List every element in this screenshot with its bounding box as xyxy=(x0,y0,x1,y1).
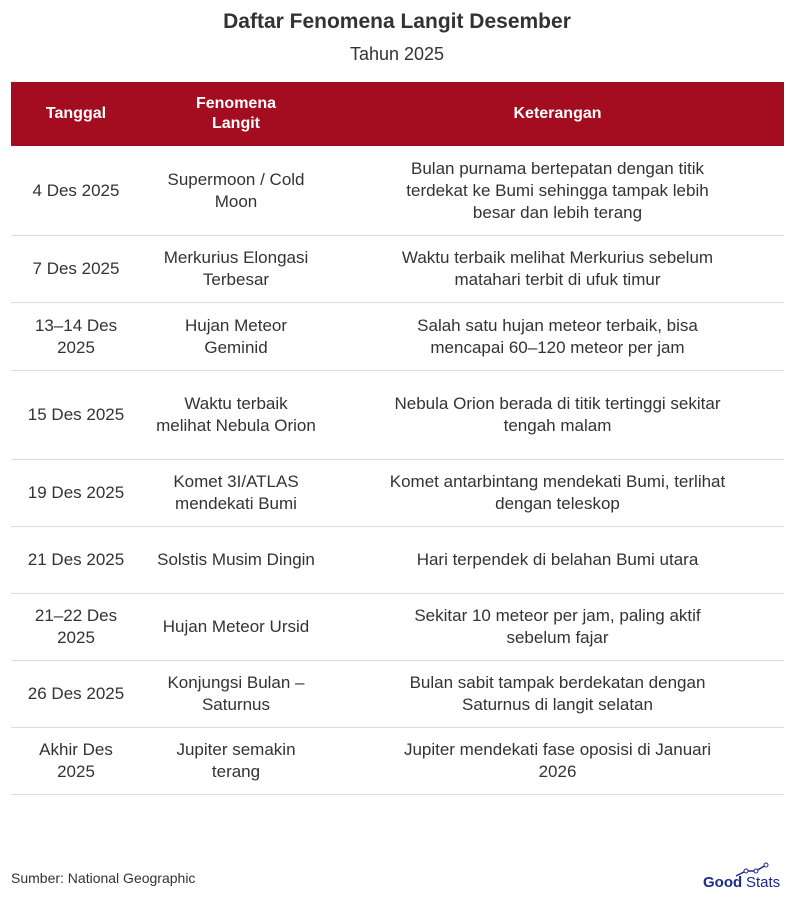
table-row xyxy=(11,303,784,371)
cell-date xyxy=(11,371,141,460)
phenomena-table xyxy=(11,82,784,795)
cell-text: Komet 3I/ATLAS mendekati Bumi xyxy=(173,472,299,513)
header-tanggal: Tanggal xyxy=(11,82,141,146)
cell-phenomenon xyxy=(141,527,331,594)
cell-text: Hujan Meteor Ursid xyxy=(162,617,310,636)
cell-phenomenon xyxy=(141,236,331,303)
table-row xyxy=(11,371,784,460)
cell-date xyxy=(11,236,141,303)
chart-title: Daftar Fenomena Langit Desember xyxy=(223,10,571,33)
cell-text: 4 Des 2025 xyxy=(32,180,120,200)
cell-phenomenon xyxy=(141,460,331,527)
cell-description xyxy=(331,661,784,728)
table-row xyxy=(11,661,784,728)
cell-date xyxy=(11,460,141,527)
cell-text: 26 Des 2025 xyxy=(27,684,125,703)
cell-description xyxy=(331,371,784,460)
header-fenomena xyxy=(141,82,331,146)
cell-description xyxy=(331,303,784,371)
cell-date xyxy=(11,594,141,661)
cell-description xyxy=(331,146,784,236)
cell-text: 7 Des 2025 xyxy=(32,259,120,278)
cell-text: Sekitar 10 meteor per jam, paling aktif sebelum fajar xyxy=(414,606,701,647)
cell-description xyxy=(331,594,784,661)
cell-text: Bulan sabit tampak berdekatan dengan Saturnus di langit selatan xyxy=(409,673,706,714)
cell-description xyxy=(331,236,784,303)
cell-text: Jupiter semakin terang xyxy=(176,740,296,781)
cell-date xyxy=(11,146,141,236)
cell-phenomenon xyxy=(141,371,331,460)
table-row xyxy=(11,527,784,594)
cell-text: Bulan purnama bertepatan dengan titik terdekat ke Bumi sehingga tampak lebih besar dan lebih terang xyxy=(406,158,709,222)
cell-description xyxy=(331,527,784,594)
chart-subtitle: Tahun 2025 xyxy=(349,44,445,64)
cell-text: Waktu terbaik melihat Merkurius sebelum matahari terbit di ufuk timur xyxy=(401,248,714,289)
cell-phenomenon xyxy=(141,303,331,371)
goodstats-logo xyxy=(702,862,786,890)
cell-text: Akhir Des 2025 xyxy=(39,740,113,781)
svg-text:Stats: Stats xyxy=(746,874,781,890)
table-row xyxy=(11,728,784,795)
cell-text: Hari terpendek di belahan Bumi utara xyxy=(416,550,699,569)
cell-text: Solstis Musim Dingin xyxy=(157,550,315,569)
cell-description xyxy=(331,728,784,795)
cell-text: 21–22 Des 2025 xyxy=(34,606,118,647)
header-keterangan: Keterangan xyxy=(331,82,784,146)
table-header-row xyxy=(11,82,784,146)
table-row xyxy=(11,236,784,303)
table-row xyxy=(11,460,784,527)
svg-text:Good: Good xyxy=(703,874,743,890)
cell-text: Jupiter mendekati fase oposisi di Januari 2026 xyxy=(403,740,712,781)
cell-date xyxy=(11,661,141,728)
cell-phenomenon xyxy=(141,661,331,728)
cell-phenomenon xyxy=(141,146,331,236)
cell-text: Nebula Orion berada di titik tertinggi sekitar tengah malam xyxy=(394,394,721,435)
cell-text: 15 Des 2025 xyxy=(27,405,125,424)
cell-text: Salah satu hujan meteor terbaik, bisa mencapai 60–120 meteor per jam xyxy=(417,315,698,357)
table-row xyxy=(11,594,784,661)
cell-text: Waktu terbaik melihat Nebula Orion xyxy=(156,394,316,435)
cell-date xyxy=(11,527,141,594)
cell-text: Komet antarbintang mendekati Bumi, terlihat dengan teleskop xyxy=(389,472,726,513)
table-row xyxy=(11,146,784,236)
cell-text: Supermoon / Cold Moon xyxy=(167,169,305,211)
cell-text: Hujan Meteor Geminid xyxy=(184,315,288,357)
cell-date xyxy=(11,728,141,795)
cell-date xyxy=(11,303,141,371)
cell-text: 13–14 Des 2025 xyxy=(34,315,118,357)
cell-text: Merkurius Elongasi Terbesar xyxy=(163,248,309,289)
cell-text: 19 Des 2025 xyxy=(27,483,125,502)
header-fenomena-label: Fenomena Langit xyxy=(195,95,276,132)
source-note: Sumber: National Geographic xyxy=(11,870,196,886)
cell-text: Konjungsi Bulan – Saturnus xyxy=(167,673,305,714)
cell-description xyxy=(331,460,784,527)
cell-phenomenon xyxy=(141,594,331,661)
cell-text: 21 Des 2025 xyxy=(27,550,125,569)
cell-phenomenon xyxy=(141,728,331,795)
